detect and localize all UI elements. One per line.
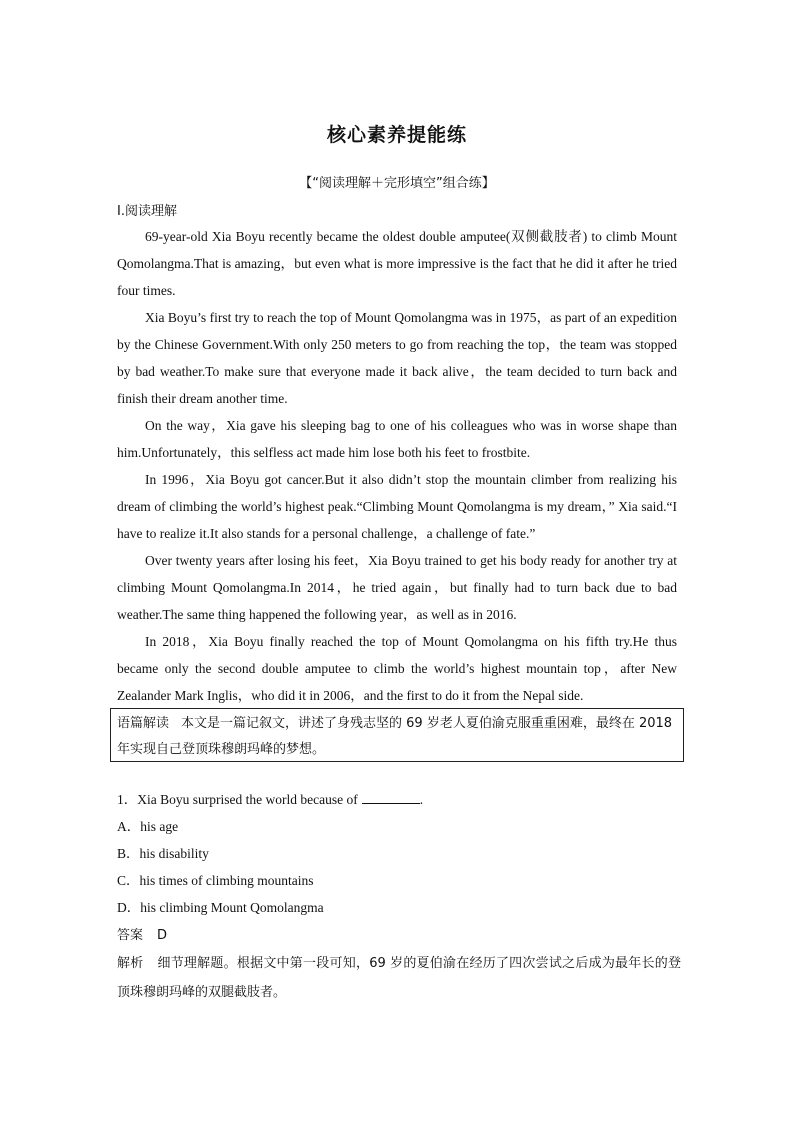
answer-line <box>117 922 677 949</box>
page-title: 核心素养提能练 <box>326 124 467 146</box>
analysis-block <box>117 949 681 1007</box>
passage-paragraph: 69-year-old Xia Boyu recently became the oldest double amputee(双侧截肢者) to climb Mount Qomolangma.That is amazing，but even what is more impressive is the fact that he did it after he tried four times. <box>117 229 677 298</box>
answer-value: D <box>157 928 168 943</box>
option-d: D．his climbing Mount Qomolangma <box>117 900 324 915</box>
question-block <box>117 786 677 921</box>
passage-summary-box <box>110 708 684 762</box>
summary-label: 语篇解读 <box>117 716 170 731</box>
passage-paragraph: In 2018，Xia Boyu finally reached the top of Mount Qomolangma on his fifth try.He thus became only the second double amputee to climb the world’s highest mountain top，after New Zealander Mark Inglis，who did it in 2006，and the first to do it from the Nepal side. <box>117 634 677 703</box>
question-stem-text: 1．Xia Boyu surprised the world because of <box>117 792 358 807</box>
passage-paragraph: Over twenty years after losing his feet，Xia Boyu trained to get his body ready for another try at climbing Mount Qomolangma.In 2014，he tried again，but finally had to turn back due to bad weather.The same thing happened the following year，as well as in 2016. <box>117 553 677 622</box>
passage-paragraph: In 1996，Xia Boyu got cancer.But it also didn’t stop the mountain climber from realizing his dream of climbing the world’s highest peak.“Climbing Mount Qomolangma is my dream，” Xia said.“I have to realize it.It also stands for a personal challenge，a challenge of fate.” <box>117 472 677 541</box>
option-c: C．his times of climbing mountains <box>117 873 314 888</box>
answer-label: 答案 <box>117 928 144 943</box>
passage-paragraph: On the way，Xia gave his sleeping bag to one of his colleagues who was in worse shape than him.Unfortunately，this selfless act made him lose both his feet to frostbite. <box>117 418 677 460</box>
option-a: A．his age <box>117 819 179 834</box>
page-subtitle: 【“阅读理解＋完形填空”组合练】 <box>299 176 495 191</box>
analysis-text: 细节理解题。根据文中第一段可知，69 岁的夏伯渝在经历了四次尝试之后成为最年长的登顶珠穆朗玛峰的双腿截肢者。 <box>117 956 681 1000</box>
reading-passage <box>117 223 677 709</box>
summary-text: 本文是一篇记叙文，讲述了身残志坚的 69 岁老人夏伯渝克服重重困难，最终在 2018 年实现自己登顶珠穆朗玛峰的梦想。 <box>117 716 673 757</box>
question-stem <box>117 786 677 813</box>
option-b: B．his disability <box>117 846 209 861</box>
passage-paragraph: Xia Boyu’s first try to reach the top of Mount Qomolangma was in 1975，as part of an expedition by the Chinese Government.With only 250 meters to go from reaching the top，the team was stopped by bad weather.To make sure that everyone made it back alive，the team decided to turn back and finish their dream another time. <box>117 310 677 406</box>
question-stem-end: . <box>419 792 424 807</box>
section-heading: Ⅰ.阅读理解 <box>117 204 177 219</box>
answer-blank <box>362 789 420 804</box>
analysis-label: 解析 <box>117 956 144 971</box>
